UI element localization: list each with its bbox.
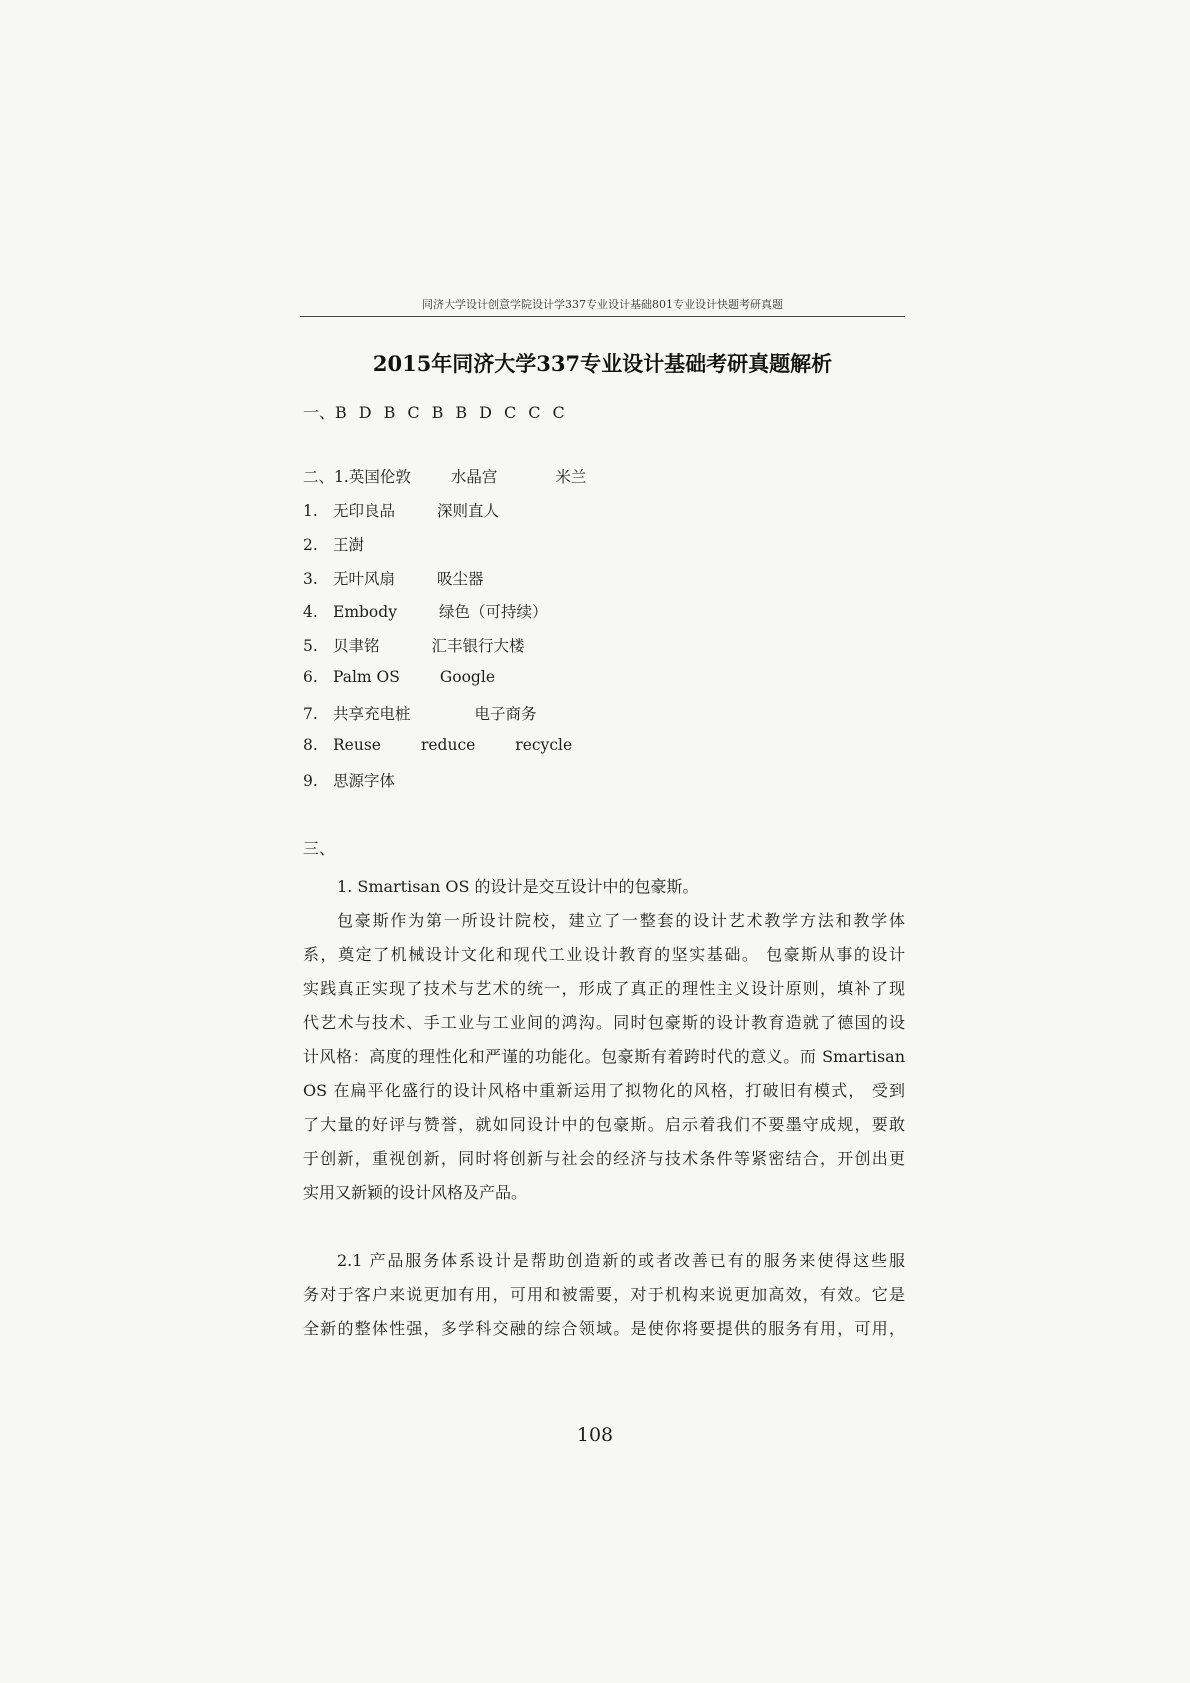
answer-item: 王澍 [333, 535, 365, 554]
answer-letter: D [358, 403, 372, 422]
answer-item: 米兰 [555, 468, 587, 486]
answer-item: 水晶宫 [450, 468, 498, 486]
fill-answer-row [303, 736, 572, 754]
answer-item: 绿色（可持续） [438, 603, 548, 622]
fill-answer-row [303, 567, 484, 589]
paragraph-line: 系，奠定了机械设计文化和现代工业设计教育的坚实基础。 包豪斯从事的设计 [303, 945, 905, 964]
answer-item: Embody [333, 603, 397, 622]
answer-letter: C [552, 403, 565, 422]
section3-label: 三、 [303, 839, 336, 858]
answer-letter: B [335, 403, 347, 422]
row-number: 8. [303, 735, 318, 754]
row-number: 3. [303, 569, 318, 588]
fill-answer-row [303, 634, 525, 656]
answer-item: recycle [515, 735, 573, 754]
row-number: 5. [303, 637, 318, 656]
row-number: 2. [303, 535, 318, 554]
answer-item: 无印良品 [333, 502, 396, 520]
answer-letter: D [479, 403, 492, 422]
paragraph-line: 实用又新颖的设计风格及产品。 [303, 1183, 528, 1202]
fill-answer-row [303, 533, 364, 555]
running-header: 同济大学设计创意学院设计学337专业设计基础801专业设计快题考研真题 [422, 298, 783, 311]
section2-label: 二、 [303, 468, 335, 486]
answer-item: 吸尘器 [437, 569, 484, 588]
answer-item: 思源字体 [333, 772, 396, 791]
answer-item: 无叶风扇 [333, 569, 396, 588]
paragraph-line: 于创新，重视创新，同时将创新与社会的经济与技术条件等紧密结合，开创出更 [303, 1149, 905, 1168]
answer-letter: B [383, 403, 396, 422]
paragraph-line: 2.1 产品服务体系设计是帮助创造新的或者改善已有的服务来使得这些服 [337, 1251, 905, 1270]
answer-letter: B [455, 403, 468, 422]
answer-item: 深则直人 [437, 502, 500, 520]
fill-answer-row [303, 499, 499, 521]
section1-answers [303, 400, 589, 423]
answer-letter: C [503, 403, 517, 422]
answer-item: Reuse [333, 735, 381, 754]
answer-letter: C [407, 403, 420, 422]
row-number: 4. [303, 603, 318, 622]
fill-answer-row [303, 668, 495, 686]
section1-label: 一、 [303, 403, 336, 422]
answer-letter: B [431, 403, 444, 422]
answer-item: 英国伦敦 [348, 468, 411, 486]
paragraph-line: 实践真正实现了技术与艺术的统一，形成了真正的理性主义设计原则，填补了现 [303, 979, 905, 998]
paragraph-line: 计风格：高度的理性化和严谨的功能化。包豪斯有着跨时代的意义。而 Smartisan [303, 1047, 905, 1066]
row-number: 6. [303, 668, 318, 686]
row-number: 9. [303, 772, 318, 791]
fill-answer-row [303, 769, 395, 791]
answer-item: 电子商务 [474, 704, 537, 723]
page-title: 2015年同济大学337专业设计基础考研真题解析 [372, 351, 833, 376]
paragraph-line: 务对于客户来说更加有用，可用和被需要，对于机构来说更加高效，有效。它是 [303, 1285, 905, 1304]
paragraph-line: 代艺术与技术、手工业与工业间的鸿沟。同时包豪斯的设计教育造就了德国的设 [303, 1013, 905, 1032]
row-number: 1. [303, 502, 318, 520]
answer-letter: C [528, 403, 541, 422]
fill-answer-row [303, 465, 586, 487]
answer-item: Google [439, 668, 495, 686]
answer-item: reduce [420, 735, 476, 754]
answer-item: 共享充电桩 [333, 704, 411, 723]
header-rule [300, 316, 905, 317]
answer-item: 汇丰银行大楼 [431, 637, 525, 656]
row-number: 7. [303, 704, 318, 723]
fill-answer-row [303, 702, 537, 724]
answer-item: Palm OS [333, 668, 400, 686]
paragraph-line: OS 在扁平化盛行的设计风格中重新运用了拟物化的风格，打破旧有模式， 受到 [303, 1081, 905, 1100]
paragraph-line: 包豪斯作为第一所设计院校，建立了一整套的设计艺术教学方法和教学体 [337, 911, 905, 930]
answer-item: 贝聿铭 [333, 637, 380, 656]
fill-answer-row [303, 600, 547, 622]
paragraph-heading: 1. Smartisan OS 的设计是交互设计中的包豪斯。 [337, 877, 699, 896]
page-number: 108 [576, 1424, 614, 1446]
paragraph-line: 了大量的好评与赞誉，就如同设计中的包豪斯。启示着我们不要墨守成规，要敢 [303, 1115, 905, 1134]
row-number: 1. [334, 468, 349, 486]
paragraph-line: 全新的整体性强，多学科交融的综合领域。是使你将要提供的服务有用，可用， [303, 1319, 905, 1338]
